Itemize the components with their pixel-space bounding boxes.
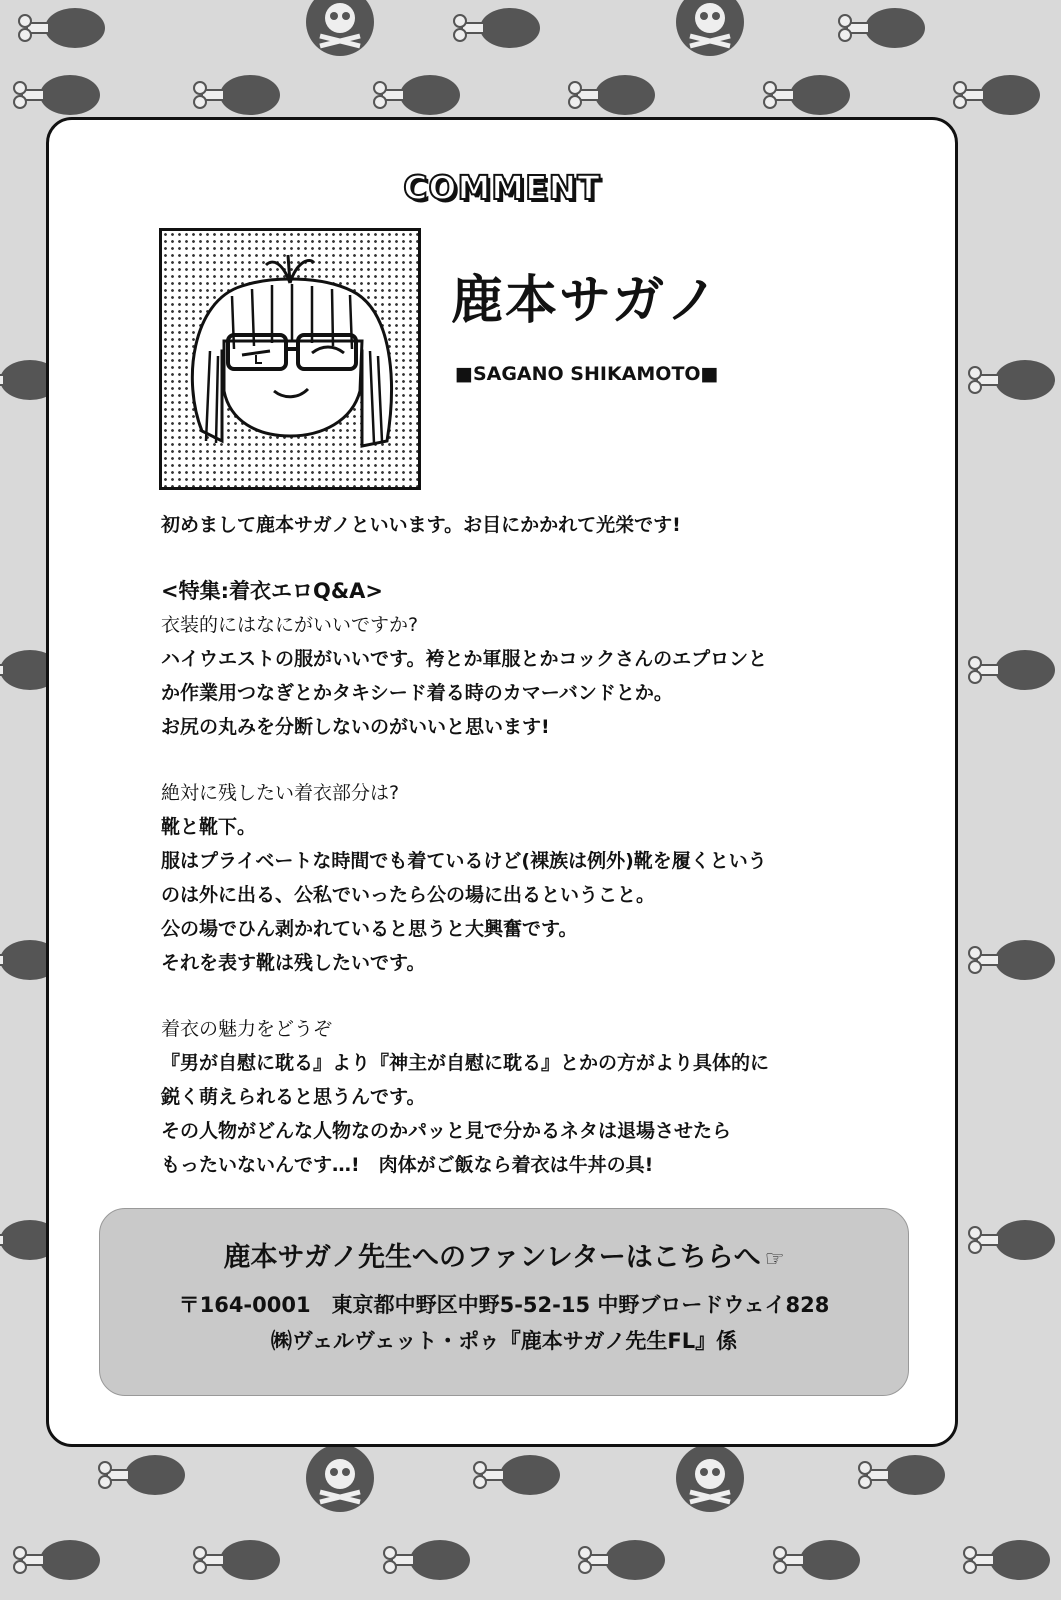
answer-2-line: のは外に出る、公私でいったら公の場に出るということ。 [161,884,656,906]
answer-2-line: それを表す靴は残したいです。 [161,952,426,974]
pattern-top-row [14,0,1040,115]
answer-1-line: か作業用つなぎとかタキシード着る時のカマーバンドとか。 [161,682,673,704]
qa-body [161,508,881,1182]
answer-3-line: 『男が自慰に耽る』より『神主が自慰に耽る』とかの方がより具体的に [161,1052,770,1074]
answer-2-line: 服はプライベートな時間でも着ているけど(裸族は例外)靴を履くという [161,850,767,872]
author-face-drawing [162,231,418,487]
answer-2-line: 公の場でひん剥かれていると思うと大興奮です。 [161,918,578,940]
fan-letter-title-text: 鹿本サガノ先生へのファンレターはこちらへ [223,1242,761,1273]
answer-1-line: お尻の丸みを分断しないのがいいと思います! [161,716,550,738]
question-3: 着衣の魅力をどうぞ [161,1018,333,1040]
fan-letter-department: ㈱ヴェルヴェット・ポゥ『鹿本サガノ先生FL』係 [270,1329,738,1353]
answer-3-line: その人物がどんな人物なのかパッと見で分かるネタは退場させたら [161,1120,732,1142]
answer-3-line: 鋭く萌えられると思うんです。 [161,1086,426,1108]
author-name: 鹿本サガノ [451,271,720,331]
fan-letter-box [99,1208,909,1396]
author-romaji: ■SAGANO SHIKAMOTO■ [455,363,719,385]
pointing-hand-icon: ☞ [764,1247,785,1272]
question-1: 衣装的にはなにがいいですか? [161,614,419,636]
answer-2-line: 靴と靴下。 [161,816,257,838]
pattern-bottom-row [14,1444,1050,1580]
fan-letter-title [100,1235,908,1274]
fan-letter-address: 〒164-0001 東京都中野区中野5-52-15 中野ブロードウェイ828 [178,1293,830,1317]
comment-heading: COMMENT [403,168,601,207]
feature-heading: <特集:着衣エロQ&A> [161,579,384,603]
author-portrait [159,228,421,490]
intro-text: 初めまして鹿本サガノといいます。お目にかかれて光栄です! [161,514,681,536]
answer-1-line: ハイウエストの服がいいです。袴とか軍服とかコックさんのエプロンと [161,648,768,670]
question-2: 絶対に残したい着衣部分は? [161,782,400,804]
answer-3-line: もったいないんです…! 肉体がご飯なら着衣は牛丼の具! [161,1154,654,1176]
comment-card [46,117,958,1447]
pattern-right-column [969,360,1055,1260]
